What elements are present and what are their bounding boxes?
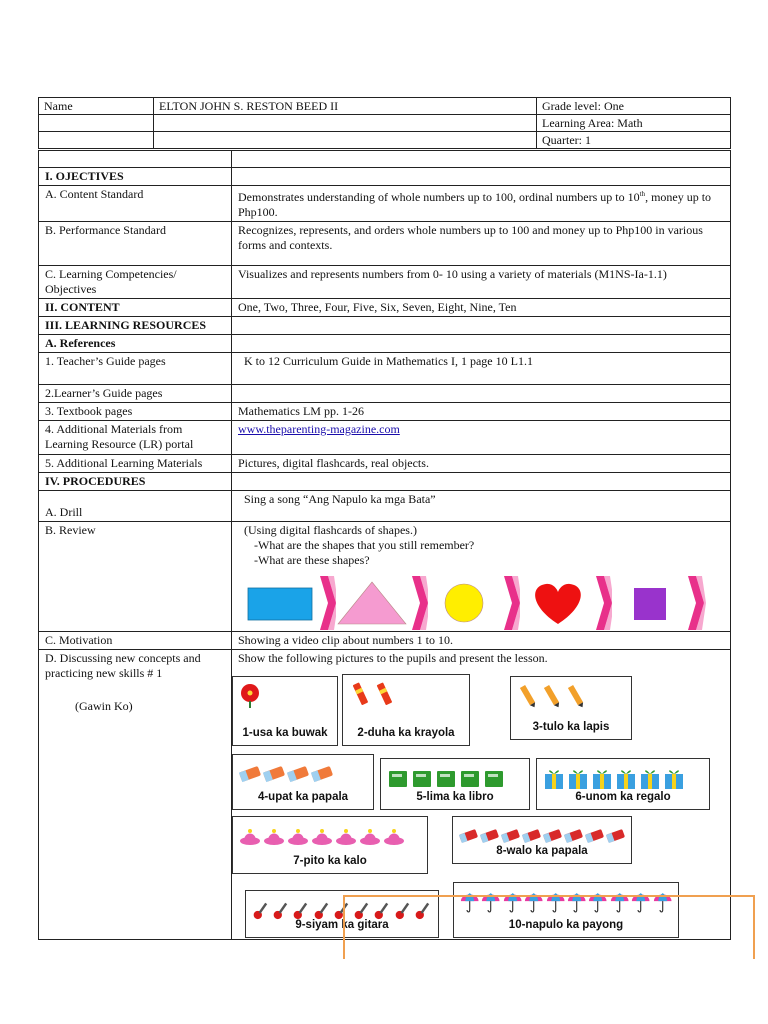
- eraser-icon: [311, 761, 333, 787]
- number-card: [452, 816, 632, 864]
- card-pictures: [239, 681, 331, 711]
- pencil-icon: [565, 683, 587, 709]
- content-standard-value: Demonstrates understanding of whole numbers up to 100, ordinal numbers up to 10th, money up to Php100.: [232, 186, 731, 222]
- review-line-2: -What are the shapes that you still remember?: [254, 538, 475, 552]
- learning-area: Learning Area: Math: [537, 115, 731, 132]
- hat-icon: [239, 823, 261, 849]
- name-label: Name: [39, 98, 154, 115]
- card-caption: 2-duha ka krayola: [357, 727, 455, 739]
- performance-standard-label: B. Performance Standard: [39, 222, 232, 266]
- textbook-label: 3. Textbook pages: [39, 403, 232, 421]
- card-caption: 7-pito ka kalo: [293, 855, 367, 867]
- additional-materials-label: 4. Additional Materials from Learning Resource (LR) portal: [39, 421, 232, 455]
- objectives-heading: I. OJECTIVES: [39, 168, 232, 186]
- number-card: [510, 676, 632, 740]
- references-label: A. References: [39, 335, 232, 353]
- performance-standard-value: Recognizes, represents, and orders whole numbers up to 100 and money up to Php100 in various forms and contexts.: [232, 222, 731, 266]
- card-caption: 6-unom ka regalo: [575, 791, 671, 803]
- teachers-guide-label: 1. Teacher’s Guide pages: [39, 353, 232, 385]
- review-cell: [232, 522, 731, 632]
- book-icon: [459, 765, 481, 791]
- drill-label: A. Drill: [39, 491, 232, 522]
- discussing-label: D. Discussing new concepts and practicing new skills # 1: [45, 651, 201, 680]
- square-icon: [612, 576, 688, 630]
- number-card: [232, 754, 374, 810]
- card-pictures: [387, 763, 523, 793]
- review-line-1: (Using digital flashcards of shapes.): [244, 523, 417, 537]
- header-table: [38, 97, 731, 149]
- pencil-icon: [517, 683, 539, 709]
- gift-icon: [639, 765, 661, 791]
- number-card: [232, 676, 338, 746]
- orange-highlight-box: [343, 895, 755, 959]
- triangle-flashcard: [336, 576, 412, 630]
- other-materials-label: 5. Additional Learning Materials: [39, 455, 232, 473]
- drill-value: Sing a song “Ang Napulo ka mga Bata”: [232, 491, 731, 522]
- card-caption: 4-upat ka papala: [257, 791, 349, 803]
- other-materials-value: Pictures, digital flashcards, real objects.: [232, 455, 731, 473]
- book-icon: [387, 765, 409, 791]
- card-caption: 10-napulo ka payong: [508, 919, 624, 931]
- name-value: ELTON JOHN S. RESTON BEED II: [154, 98, 537, 115]
- number-picture-cards: [238, 666, 724, 934]
- resource-link[interactable]: www.theparenting-magazine.com: [238, 422, 400, 436]
- gift-icon: [567, 765, 589, 791]
- eraser-icon: [239, 761, 261, 787]
- book-icon: [483, 765, 505, 791]
- card-pictures: [239, 759, 367, 789]
- number-card: [232, 816, 428, 874]
- triangle-icon: [336, 576, 412, 630]
- motivation-label: C. Motivation: [39, 632, 232, 650]
- eraser-icon: [263, 761, 285, 787]
- resources-label: III. LEARNING RESOURCES: [39, 317, 232, 335]
- card-caption: 5-lima ka libro: [416, 791, 494, 803]
- textbook-value: Mathematics LM pp. 1-26: [232, 403, 731, 421]
- rectangle-flashcard: [244, 576, 320, 630]
- card-pictures: [239, 821, 421, 851]
- lesson-plan-page: [38, 97, 730, 940]
- gift-icon: [591, 765, 613, 791]
- hat-icon: [287, 823, 309, 849]
- gift-icon: [615, 765, 637, 791]
- hat-icon: [383, 823, 405, 849]
- grade-level: Grade level: One: [537, 98, 731, 115]
- hat-icon: [263, 823, 285, 849]
- book-icon: [411, 765, 433, 791]
- hat-icon: [359, 823, 381, 849]
- rectangle-icon: [244, 576, 320, 630]
- learners-guide-label: 2.Learner’s Guide pages: [39, 385, 232, 403]
- number-card: [536, 758, 710, 810]
- review-line-3: -What are these shapes?: [254, 553, 370, 567]
- shape-flashcards: [244, 576, 700, 630]
- gawin-ko: (Gawin Ko): [75, 699, 133, 713]
- book-icon: [435, 765, 457, 791]
- gift-icon: [543, 765, 565, 791]
- card-pictures: [517, 681, 625, 711]
- flower-icon: [239, 683, 261, 709]
- card-caption: 8-walo ka papala: [496, 845, 588, 857]
- pencil-icon: [541, 683, 563, 709]
- discussing-cell: [39, 650, 232, 940]
- discussing-value: Show the following pictures to the pupils and present the lesson.: [238, 651, 548, 665]
- content-label: II. CONTENT: [39, 299, 232, 317]
- lesson-table: [38, 150, 731, 940]
- hat-icon: [311, 823, 333, 849]
- card-pictures: [349, 679, 463, 709]
- quarter: Quarter: 1: [537, 132, 731, 149]
- chevron-divider-icon: [688, 576, 706, 630]
- card-pictures: [543, 763, 703, 793]
- circle-flashcard: [428, 576, 504, 630]
- crayon-icon: [349, 681, 371, 707]
- gift-icon: [663, 765, 685, 791]
- hat-icon: [335, 823, 357, 849]
- number-card: [380, 758, 530, 810]
- eraser-icon: [287, 761, 309, 787]
- content-value: One, Two, Three, Four, Five, Six, Seven, Eight, Nine, Ten: [232, 299, 731, 317]
- competencies-value: Visualizes and represents numbers from 0- 10 using a variety of materials (M1NS-Ia-1.1): [232, 266, 731, 299]
- content-standard-label: A. Content Standard: [39, 186, 232, 222]
- heart-icon: [520, 576, 596, 630]
- motivation-value: Showing a video clip about numbers 1 to 10.: [232, 632, 731, 650]
- crayon-icon: [373, 681, 395, 707]
- card-caption: 9-siyam ka gitara: [295, 919, 389, 931]
- heart-flashcard: [520, 576, 596, 630]
- review-label: B. Review: [39, 522, 232, 632]
- circle-icon: [428, 576, 504, 630]
- teachers-guide-value: K to 12 Curriculum Guide in Mathematics I, 1 page 10 L1.1: [232, 353, 731, 385]
- number-card: [342, 674, 470, 746]
- card-caption: 1-usa ka buwak: [242, 727, 328, 739]
- card-caption: 3-tulo ka lapis: [532, 721, 610, 733]
- competencies-label: C. Learning Competencies/ Objectives: [39, 266, 232, 299]
- procedures-label: IV. PROCEDURES: [39, 473, 232, 491]
- square-flashcard: [612, 576, 688, 630]
